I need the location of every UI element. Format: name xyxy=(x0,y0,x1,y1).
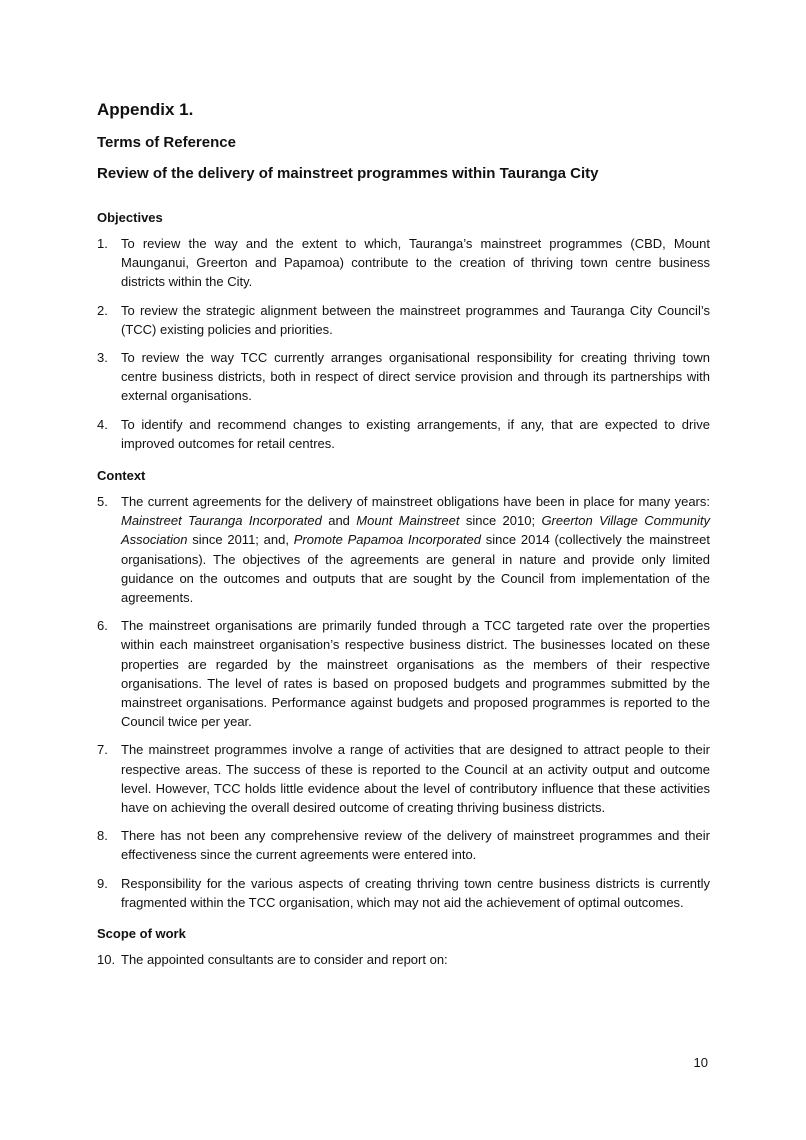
text-run: since 2011; and, xyxy=(187,532,294,548)
list-item xyxy=(97,826,710,864)
text-run: The current agreements for the delivery of mainstreet obligations have been in place for many years: xyxy=(121,494,710,510)
list-item xyxy=(97,234,710,292)
appendix-heading: Appendix 1. xyxy=(97,100,194,119)
item-number: 9. xyxy=(97,875,108,891)
item-number: 1. xyxy=(97,236,108,251)
item-number: 5. xyxy=(97,494,108,510)
item-text: To identify and recommend changes to existing arrangements, if any, that are expected to drive improved outcomes for retail centres. xyxy=(121,416,710,451)
item-number: 7. xyxy=(97,742,108,758)
list-item xyxy=(97,301,710,339)
item-text: To review the strategic alignment between the mainstreet programmes and Tauranga City Council’s (TCC) existing policies and priorities. xyxy=(121,302,710,337)
list-item xyxy=(97,740,710,817)
item-text: There has not been any comprehensive review of the delivery of mainstreet programmes and their effectiveness since the current agreements were entered into. xyxy=(121,828,710,863)
item-text: The mainstreet organisations are primarily funded through a TCC targeted rate over the properties within each mainstreet organisation’s respective business district. The businesses located on these properties are regarded by the mainstreet organisations as the members of their respective organisations. The level of rates is based on proposed budgets and programmes submitted by the mainstreet organisations. Performance against budgets and proposed programmes is reported to the Council twice per year. xyxy=(121,618,710,730)
list-item xyxy=(97,616,710,731)
document-body xyxy=(97,98,710,978)
text-run: since 2014 (collectively the mainstreet organisations). The objectives of the agreements are general in nature and provide only limited guidance on the outcomes and outputs that are sought by the Council from implementation of the agreements. xyxy=(121,532,710,606)
item-number: 4. xyxy=(97,416,108,432)
page-number: 10 xyxy=(693,1055,708,1070)
organisation-name: Greerton Village Community Association xyxy=(121,513,710,548)
text-run: since 2010; xyxy=(459,513,542,529)
text-run: and xyxy=(321,513,357,529)
item-number: 8. xyxy=(97,828,108,844)
organisation-name: Promote Papamoa Incorporated xyxy=(293,532,481,548)
item-text: To review the way TCC currently arranges organisational responsibility for creating thriving town centre business districts, both in respect of direct service provision and through its partnerships with external organisations. xyxy=(121,350,710,404)
item-number: 6. xyxy=(97,618,108,634)
item-text xyxy=(121,492,710,607)
list-item xyxy=(97,492,710,607)
terms-heading: Terms of Reference xyxy=(97,134,236,151)
item-text: Responsibility for the various aspects of creating thriving town centre business districts is currently fragmented within the TCC organisation, which may not aid the achievement of optimal outcomes. xyxy=(121,875,710,910)
item-number: 2. xyxy=(97,302,108,318)
item-text: The appointed consultants are to consider and report on: xyxy=(121,952,448,968)
list-item xyxy=(97,950,710,969)
scope-heading: Scope of work xyxy=(97,926,186,942)
organisation-name: Mainstreet Tauranga Incorporated xyxy=(121,513,322,529)
item-number: 10. xyxy=(97,952,116,968)
document-title: Review of the delivery of mainstreet programmes within Tauranga City xyxy=(97,165,599,182)
objectives-heading: Objectives xyxy=(97,210,163,225)
item-number: 3. xyxy=(97,350,108,366)
context-heading: Context xyxy=(97,468,146,484)
organisation-name: Mount Mainstreet xyxy=(356,513,460,529)
list-item xyxy=(97,415,710,453)
list-item xyxy=(97,348,710,406)
item-text: To review the way and the extent to which, Tauranga’s mainstreet programmes (CBD, Mount Maunganui, Greerton and Papamoa) contribute to the creation of thriving town centre business districts within the City. xyxy=(121,236,710,290)
list-item xyxy=(97,874,710,912)
item-text: The mainstreet programmes involve a range of activities that are designed to attract people to their respective areas. The success of these is reported to the Council at an activity output and outcome level. However, TCC holds little evidence about the level of contributory influence that these activities have on achieving the overall desired outcome of creating thriving business districts. xyxy=(121,742,710,816)
